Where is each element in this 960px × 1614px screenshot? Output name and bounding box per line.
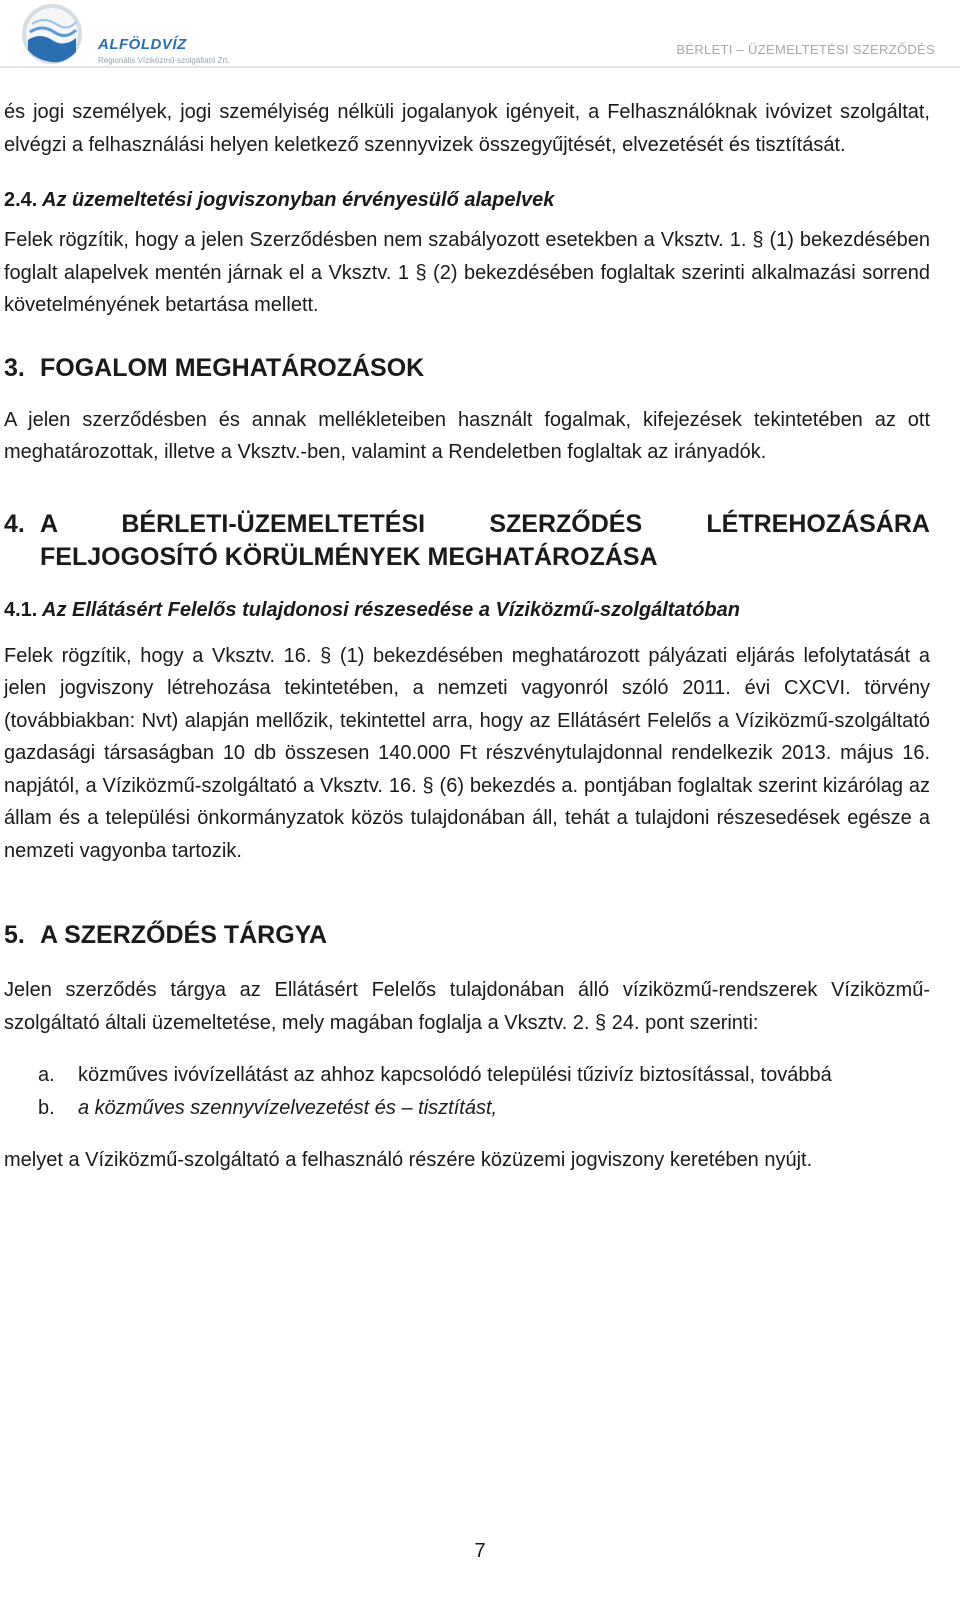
section-4-1-heading	[4, 594, 930, 626]
section-title: Az üzemeltetési jogviszonyban érvényesülő alapelvek	[42, 189, 555, 211]
list-item	[4, 1092, 930, 1125]
section-5-closing-paragraph: melyet a Víziközmű-szolgáltató a felhasználó részére közüzemi jogviszony keretében nyújt.	[4, 1149, 813, 1171]
section-number: 2.4.	[4, 189, 38, 211]
section-5-paragraph: Jelen szerződés tárgya az Ellátásért Felelős tulajdonában álló víziközmű-rendszerek Víziközmű-szolgáltató általi üzemeltetése, mely magában foglalja a Vksztv. 2. § 24. pont szerinti:	[4, 979, 930, 1034]
list-item-text: a közműves szennyvízelvezetést és – tisztítást,	[78, 1096, 498, 1119]
logo-subtitle: Regionális Víziközmű-szolgáltató Zrt.	[98, 56, 230, 65]
section-4-1-paragraph: Felek rögzítik, hogy a Vksztv. 16. § (1) bekezdésében meghatározott pályázati eljárás lefolytatását a jelen jogviszony létrehozása tekintetében, a nemzeti vagyonról szóló 2011. évi CXCVI. törvény (továbbiakban: Nvt) alapján mellőzik, tekintettel arra, hogy az Ellátásért Felelős a Víziközmű-szolgáltató gazdasági társaságban 10 db összesen 140.000 Ft részvénytulajdonnal rendelkezik 2013. május 16. napjától, a Víziközmű-szolgáltató a Vksztv. 16. § (6) bekezdés a. pontjában foglaltak szerint kizárólag az állam és a települési önkormányzatok közös tulajdonában áll, tehát a tulajdoni részesedések egésze a nemzeti vagyonba tartozik.	[4, 644, 930, 862]
section-2-4-heading	[4, 184, 930, 216]
section-title-line-1: A BÉRLETI-ÜZEMELTETÉSI SZERZŐDÉS LÉTREHOZÁSÁRA	[40, 509, 930, 538]
page-header	[0, 0, 960, 80]
document-header-title: BÉRLETI – ÜZEMELTETÉSI SZERZŐDÉS	[676, 42, 935, 57]
water-drop-logo-icon	[18, 2, 88, 72]
section-3-paragraph: A jelen szerződésben és annak mellékleteiben használt fogalmak, kifejezések tekintetében az ott meghatározottak, illetve a Vksztv.-ben, valamint a Rendeletben foglaltak az irányadók.	[4, 408, 930, 463]
service-list	[4, 1059, 930, 1124]
header-divider	[0, 66, 960, 68]
section-title-line-2: FELJOGOSÍTÓ KÖRÜLMÉNYEK MEGHATÁROZÁSA	[40, 542, 658, 571]
company-logo	[18, 2, 258, 72]
list-item	[4, 1059, 930, 1092]
section-5-heading	[4, 919, 930, 952]
page-content	[4, 90, 930, 1177]
section-2-4-paragraph: Felek rögzítik, hogy a jelen Szerződésben nem szabályozott esetekben a Vksztv. 1. § (1) bekezdésében foglalt alapelvek mentén járnak el a Vksztv. 1 § (2) bekezdésében foglaltak szerinti alkalmazási sorrend követelményének betartása mellett.	[4, 229, 930, 316]
list-item-text: közműves ivóvízellátást az ahhoz kapcsolódó települési tűzivíz biztosítással, továbbá	[78, 1064, 832, 1086]
section-title: A SZERZŐDÉS TÁRGYA	[40, 921, 328, 949]
page-number: 7	[474, 1540, 486, 1562]
list-marker: b.	[38, 1096, 55, 1119]
list-marker: a.	[38, 1064, 55, 1086]
section-title: Az Ellátásért Felelős tulajdonosi részesedése a Víziközmű-szolgáltatóban	[42, 598, 740, 621]
logo-name: ALFÖLDVÍZ	[98, 36, 187, 53]
section-number: 4.	[4, 509, 25, 538]
intro-paragraph: és jogi személyek, jogi személyiség nélküli jogalanyok igényeit, a Felhasználóknak ivóvizet szolgáltat, elvégzi a felhasználási helyen keletkező szennyvizek összegyűjtését, elvezetését és tisztítását.	[4, 101, 930, 156]
section-title: FOGALOM MEGHATÁROZÁSOK	[40, 353, 425, 382]
section-3-heading	[4, 352, 930, 385]
section-number: 3.	[4, 353, 25, 382]
section-number: 5.	[4, 921, 25, 949]
section-number: 4.1.	[4, 598, 38, 621]
section-4-heading	[4, 508, 930, 574]
